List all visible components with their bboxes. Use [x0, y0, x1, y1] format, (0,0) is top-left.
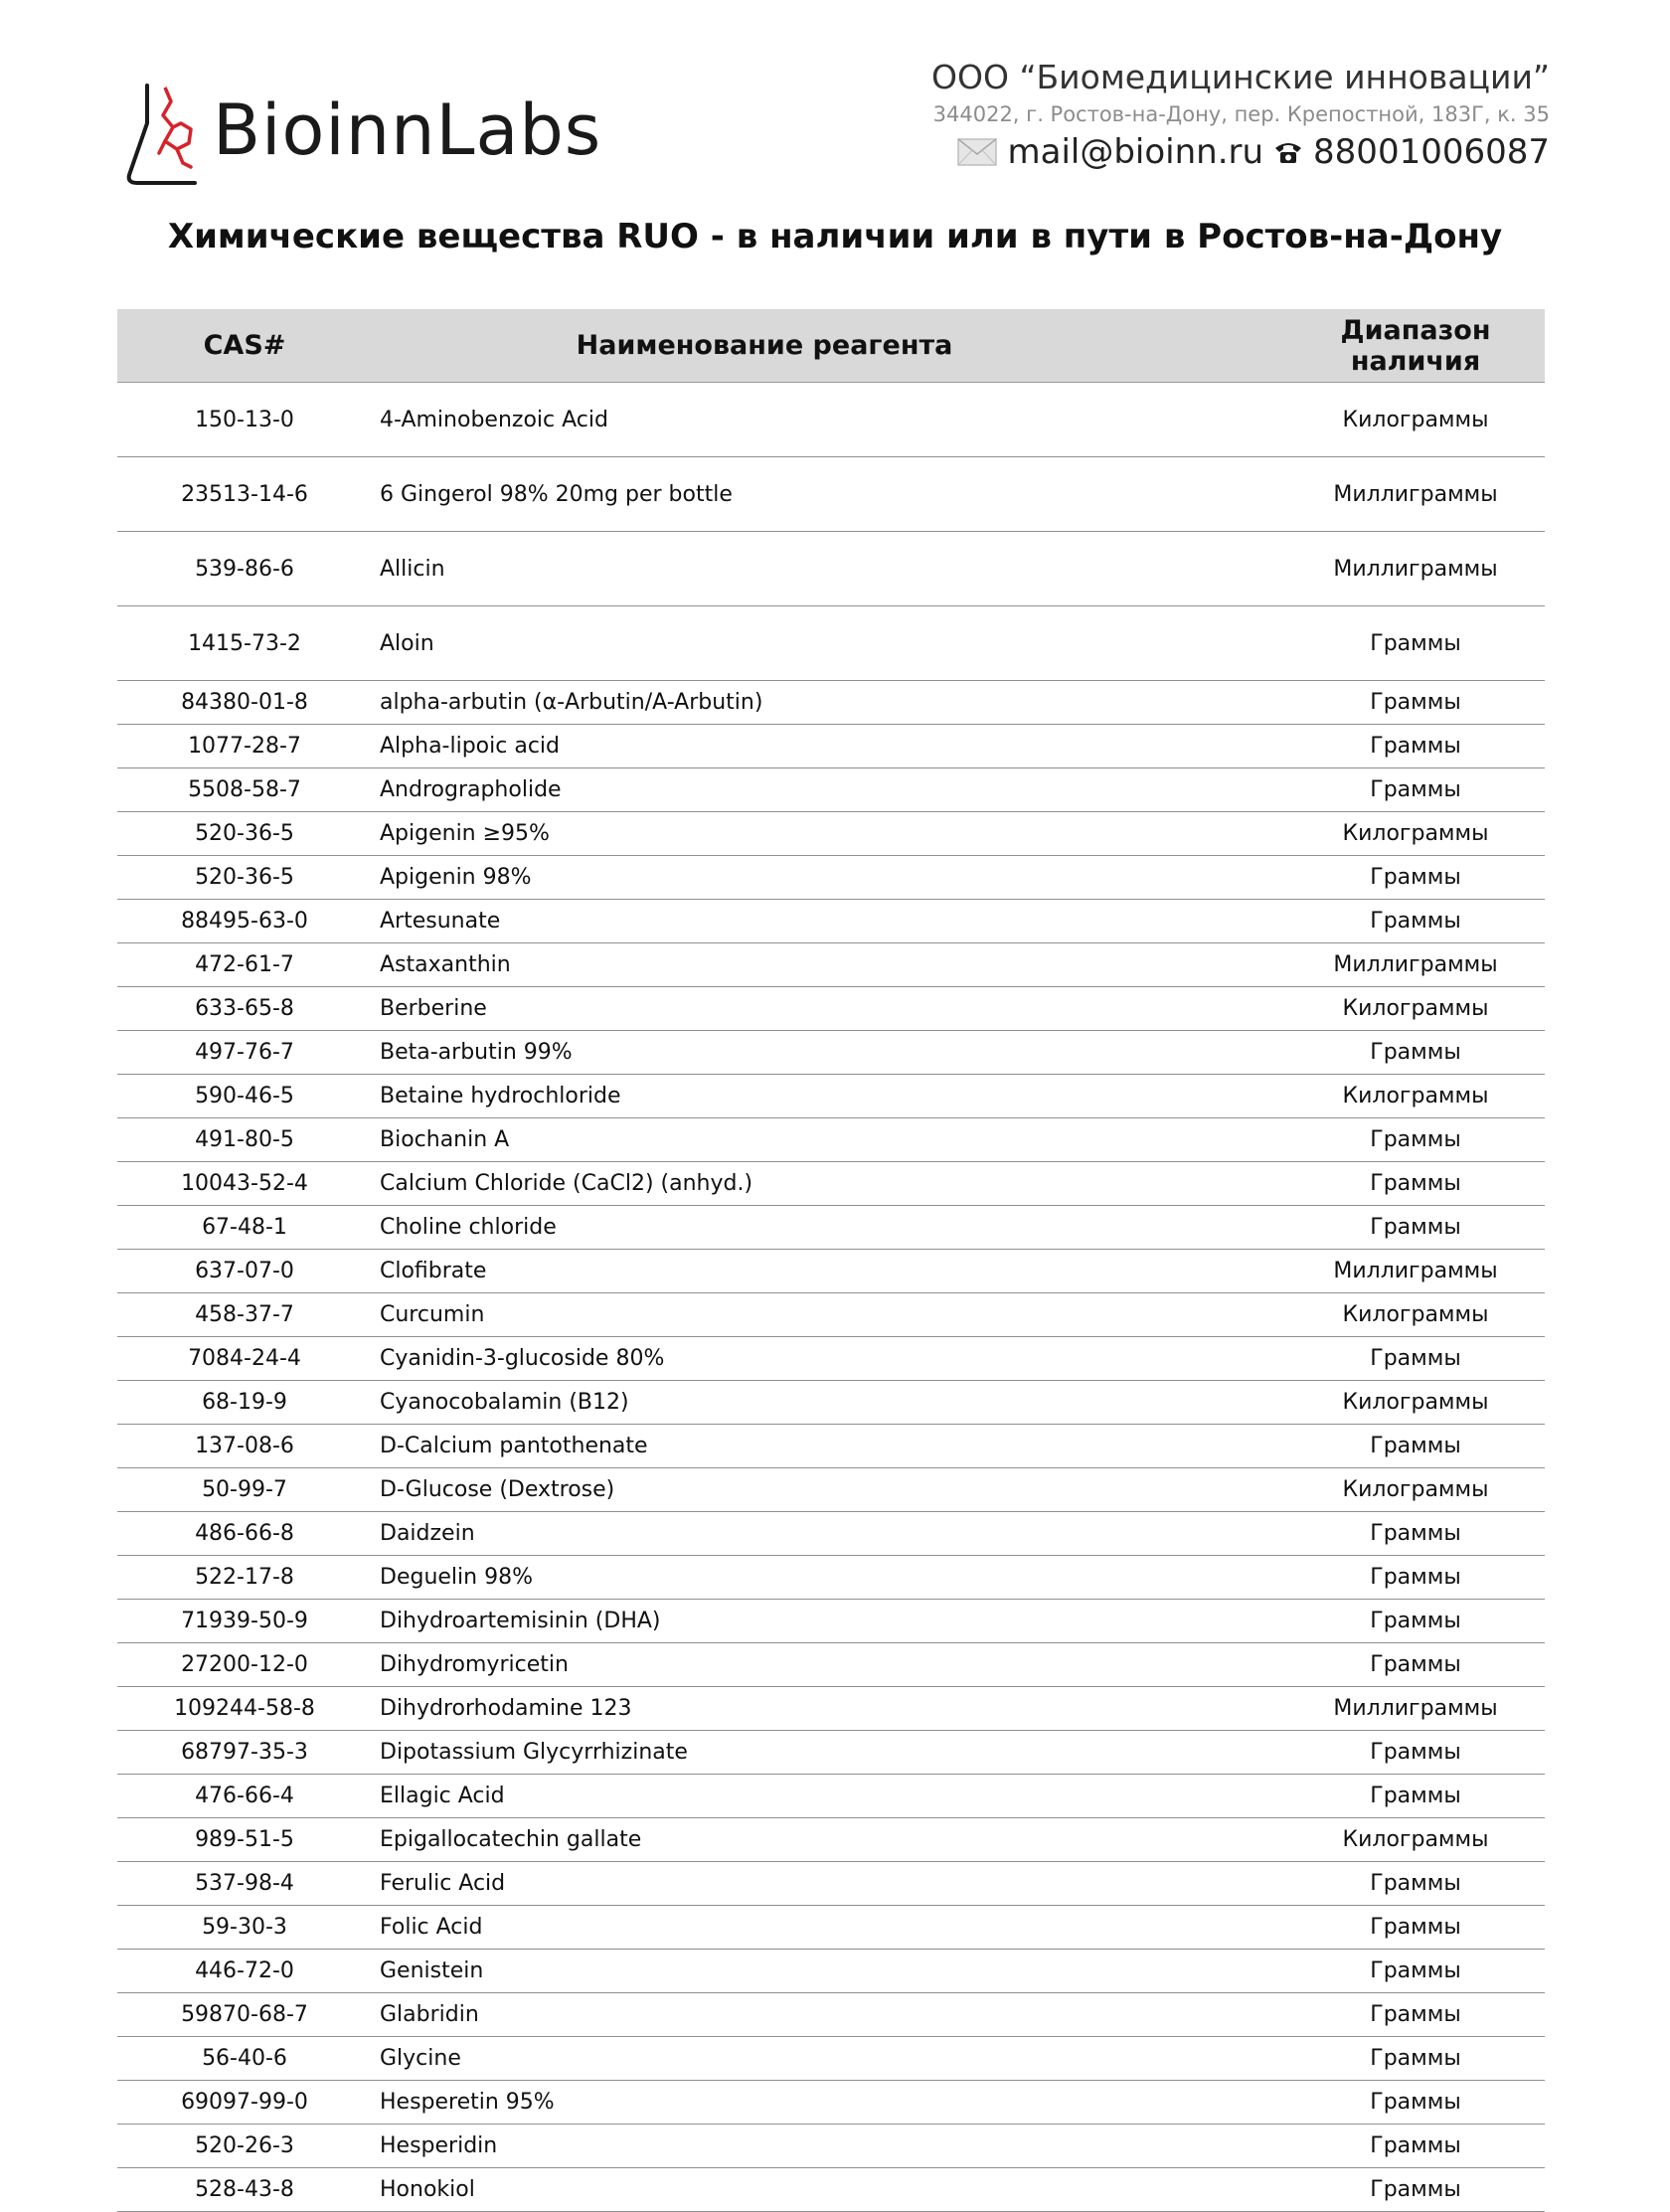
cell-range: Килограммы — [1342, 996, 1489, 1021]
company-name: ООО “Биомедицинские инновации” — [931, 58, 1550, 96]
cell-name: Daidzein — [380, 1521, 475, 1546]
table-row — [117, 1118, 1545, 1162]
cell-range: Килограммы — [1342, 1084, 1489, 1108]
table-row — [117, 681, 1545, 725]
table-row — [117, 1075, 1545, 1118]
cell-name: Hesperidin — [380, 2133, 498, 2158]
phone-icon — [1273, 139, 1303, 165]
cell-cas: 1077-28-7 — [188, 734, 301, 759]
cell-range: Граммы — [1370, 1521, 1461, 1546]
cell-cas: 88495-63-0 — [181, 909, 308, 934]
table-body — [117, 383, 1545, 2212]
cell-name: Aloin — [380, 630, 434, 656]
table-row — [117, 1250, 1545, 1293]
table-row — [117, 900, 1545, 943]
cell-range: Граммы — [1370, 777, 1461, 802]
cell-range: Граммы — [1370, 734, 1461, 759]
table-row — [117, 1031, 1545, 1075]
cell-range: Граммы — [1370, 1740, 1461, 1765]
cell-cas: 5508-58-7 — [188, 777, 301, 802]
table-row — [117, 1643, 1545, 1687]
cell-range: Граммы — [1370, 690, 1461, 715]
cell-name: Dipotassium Glycyrrhizinate — [380, 1740, 688, 1765]
cell-cas: 476-66-4 — [195, 1784, 294, 1808]
cell-cas: 520-36-5 — [195, 821, 294, 846]
cell-name: D-Glucose (Dextrose) — [380, 1477, 615, 1502]
cell-range: Граммы — [1370, 2090, 1461, 2115]
cell-cas: 537-98-4 — [195, 1871, 294, 1896]
cell-cas: 84380-01-8 — [181, 690, 308, 715]
table-row — [117, 457, 1545, 532]
cell-range: Граммы — [1370, 2002, 1461, 2027]
cell-range: Килограммы — [1342, 1827, 1489, 1852]
table-row — [117, 2037, 1545, 2081]
cell-cas: 989-51-5 — [195, 1827, 294, 1852]
cell-range: Граммы — [1370, 2046, 1461, 2071]
cell-range: Килограммы — [1342, 821, 1489, 846]
cell-name: Folic Acid — [380, 1915, 483, 1940]
table-row — [117, 812, 1545, 856]
cell-range: Миллиграммы — [1333, 481, 1498, 507]
table-row — [117, 1600, 1545, 1643]
cell-range: Миллиграммы — [1333, 952, 1498, 977]
cell-cas: 109244-58-8 — [174, 1696, 315, 1721]
cell-name: Hesperetin 95% — [380, 2090, 555, 2115]
cell-cas: 486-66-8 — [195, 1521, 294, 1546]
cell-cas: 520-26-3 — [195, 2133, 294, 2158]
cell-name: Choline chloride — [380, 1215, 557, 1240]
table-row — [117, 1293, 1545, 1337]
cell-name: Ferulic Acid — [380, 1871, 506, 1896]
header-range: Диапазон наличия — [1340, 314, 1491, 377]
cell-name: alpha-arbutin (α-Arbutin/A-Arbutin) — [380, 690, 763, 715]
cell-cas: 59870-68-7 — [181, 2002, 308, 2027]
cell-range: Граммы — [1370, 1915, 1461, 1940]
reagents-table — [117, 309, 1545, 2212]
cell-name: Dihydrorhodamine 123 — [380, 1696, 632, 1721]
cell-name: Honokiol — [380, 2177, 475, 2202]
cell-cas: 67-48-1 — [202, 1215, 287, 1240]
table-row — [117, 1381, 1545, 1425]
cell-cas: 491-80-5 — [195, 1127, 294, 1152]
company-contacts — [931, 129, 1550, 175]
cell-range: Граммы — [1370, 1040, 1461, 1065]
table-row — [117, 1906, 1545, 1950]
cell-range: Граммы — [1370, 2133, 1461, 2158]
cell-name: Curcumin — [380, 1302, 485, 1327]
cell-name: Cyanocobalamin (B12) — [380, 1390, 629, 1415]
table-row — [117, 2125, 1545, 2168]
cell-range: Килограммы — [1342, 1477, 1489, 1502]
cell-cas: 539-86-6 — [195, 556, 294, 582]
cell-name: Genistein — [380, 1958, 484, 1983]
cell-cas: 590-46-5 — [195, 1084, 294, 1108]
cell-name: Betaine hydrochloride — [380, 1084, 621, 1108]
logo-text: BioinnLabs — [213, 89, 602, 171]
cell-cas: 27200-12-0 — [181, 1652, 308, 1677]
cell-range: Граммы — [1370, 1609, 1461, 1633]
cell-name: Dihydromyricetin — [380, 1652, 569, 1677]
flask-molecule-icon — [125, 84, 197, 187]
table-row — [117, 987, 1545, 1031]
cell-name: Glabridin — [380, 2002, 479, 2027]
table-row — [117, 2168, 1545, 2212]
cell-range: Граммы — [1370, 630, 1461, 656]
cell-cas: 497-76-7 — [195, 1040, 294, 1065]
cell-range: Граммы — [1370, 1171, 1461, 1196]
table-row — [117, 1687, 1545, 1731]
cell-name: Berberine — [380, 996, 487, 1021]
cell-range: Граммы — [1370, 1346, 1461, 1371]
cell-cas: 71939-50-9 — [181, 1609, 308, 1633]
cell-cas: 68797-35-3 — [181, 1740, 308, 1765]
cell-name: Ellagic Acid — [380, 1784, 505, 1808]
cell-range: Граммы — [1370, 1652, 1461, 1677]
cell-cas: 522-17-8 — [195, 1565, 294, 1590]
table-row — [117, 1556, 1545, 1600]
table-row — [117, 1162, 1545, 1206]
table-row — [117, 1206, 1545, 1250]
table-row — [117, 383, 1545, 457]
header-cas: CAS# — [203, 330, 286, 361]
cell-cas: 520-36-5 — [195, 865, 294, 890]
cell-cas: 472-61-7 — [195, 952, 294, 977]
company-info — [931, 56, 1550, 175]
cell-name: D-Calcium pantothenate — [380, 1434, 648, 1458]
table-row — [117, 1775, 1545, 1818]
email-link[interactable]: mail@bioinn.ru — [1007, 132, 1264, 172]
cell-range: Килограммы — [1342, 1302, 1489, 1327]
cell-cas: 7084-24-4 — [188, 1346, 301, 1371]
cell-range: Граммы — [1370, 1565, 1461, 1590]
cell-range: Граммы — [1370, 909, 1461, 934]
table-row — [117, 1425, 1545, 1468]
cell-range: Граммы — [1370, 1958, 1461, 1983]
cell-name: Epigallocatechin gallate — [380, 1827, 642, 1852]
table-row — [117, 768, 1545, 812]
table-row — [117, 943, 1545, 987]
cell-cas: 69097-99-0 — [181, 2090, 308, 2115]
cell-cas: 23513-14-6 — [181, 481, 308, 507]
table-row — [117, 2081, 1545, 2125]
table-row — [117, 1468, 1545, 1512]
cell-cas: 633-65-8 — [195, 996, 294, 1021]
cell-name: Artesunate — [380, 909, 501, 934]
cell-range: Граммы — [1370, 1127, 1461, 1152]
cell-range: Граммы — [1370, 1215, 1461, 1240]
cell-range: Миллиграммы — [1333, 556, 1498, 582]
cell-cas: 458-37-7 — [195, 1302, 294, 1327]
cell-cas: 59-30-3 — [202, 1915, 287, 1940]
cell-cas: 446-72-0 — [195, 1958, 294, 1983]
table-row — [117, 1512, 1545, 1556]
cell-range: Граммы — [1370, 1784, 1461, 1808]
page-title: Химические вещества RUO - в наличии или в пути в Ростов-на-Дону — [167, 217, 1503, 256]
brand-logo — [125, 84, 602, 193]
cell-cas: 137-08-6 — [195, 1434, 294, 1458]
cell-range: Килограммы — [1342, 1390, 1489, 1415]
table-row — [117, 1731, 1545, 1775]
cell-name: Apigenin ≥95% — [380, 821, 550, 846]
cell-name: Clofibrate — [380, 1259, 487, 1283]
phone-number[interactable]: 88001006087 — [1313, 132, 1550, 172]
cell-cas: 68-19-9 — [202, 1390, 287, 1415]
cell-cas: 528-43-8 — [195, 2177, 294, 2202]
cell-cas: 1415-73-2 — [188, 630, 301, 656]
cell-name: Cyanidin-3-glucoside 80% — [380, 1346, 665, 1371]
table-row — [117, 1950, 1545, 1993]
cell-name: Glycine — [380, 2046, 461, 2071]
cell-range: Килограммы — [1342, 407, 1489, 432]
envelope-icon — [957, 138, 997, 166]
cell-range: Граммы — [1370, 1434, 1461, 1458]
cell-name: Alpha-lipoic acid — [380, 734, 560, 759]
cell-range: Миллиграммы — [1333, 1696, 1498, 1721]
table-row — [117, 1993, 1545, 2037]
company-address: 344022, г. Ростов-на-Дону, пер. Крепостной, 183Г, к. 35 — [932, 102, 1550, 126]
cell-cas: 10043-52-4 — [181, 1171, 308, 1196]
cell-cas: 150-13-0 — [195, 407, 294, 432]
cell-name: Dihydroartemisinin (DHA) — [380, 1609, 661, 1633]
cell-name: Calcium Chloride (CaCl2) (anhyd.) — [380, 1171, 753, 1196]
cell-name: Allicin — [380, 556, 445, 582]
cell-cas: 50-99-7 — [202, 1477, 287, 1502]
cell-name: Deguelin 98% — [380, 1565, 533, 1590]
cell-range: Граммы — [1370, 2177, 1461, 2202]
cell-range: Миллиграммы — [1333, 1259, 1498, 1283]
table-row — [117, 1337, 1545, 1381]
table-row — [117, 856, 1545, 900]
header-name: Наименование реагента — [576, 330, 953, 361]
cell-cas: 56-40-6 — [202, 2046, 287, 2071]
cell-name: Andrographolide — [380, 777, 562, 802]
cell-cas: 637-07-0 — [195, 1259, 294, 1283]
table-row — [117, 1818, 1545, 1862]
cell-range: Граммы — [1370, 1871, 1461, 1896]
table-row — [117, 606, 1545, 681]
table-row — [117, 532, 1545, 606]
cell-range: Граммы — [1370, 865, 1461, 890]
table-row — [117, 1862, 1545, 1906]
cell-name: 6 Gingerol 98% 20mg per bottle — [380, 481, 733, 507]
cell-name: Biochanin A — [380, 1127, 510, 1152]
cell-name: Astaxanthin — [380, 952, 511, 977]
table-row — [117, 725, 1545, 768]
cell-name: Beta-arbutin 99% — [380, 1040, 573, 1065]
table-header — [117, 309, 1545, 383]
cell-name: 4-Aminobenzoic Acid — [380, 407, 608, 432]
cell-name: Apigenin 98% — [380, 865, 532, 890]
